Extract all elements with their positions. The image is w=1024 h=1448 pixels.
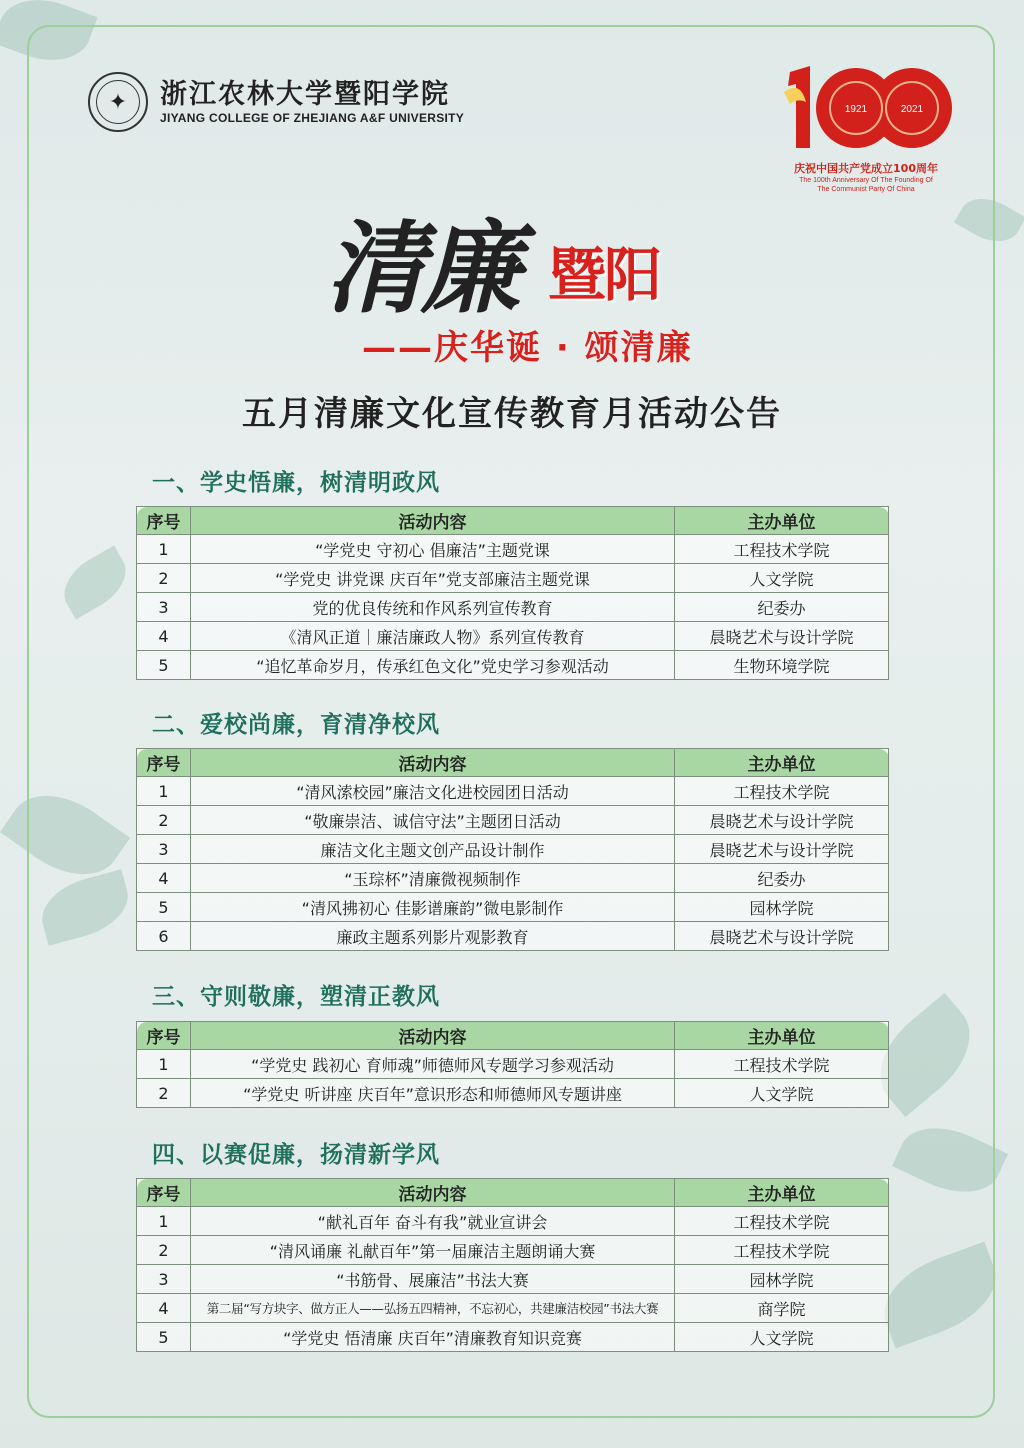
row-no: 3: [137, 1265, 191, 1294]
row-no: 6: [137, 922, 191, 951]
header-organizer: 主办单位: [675, 507, 889, 535]
badge-caption-en-1: The 100th Anniversary Of The Founding Of: [799, 177, 933, 184]
banner-subtitle: ——庆华诞 · 颂清廉: [362, 328, 693, 368]
row-organizer: 工程技术学院: [675, 1207, 889, 1236]
page-title: 五月清廉文化宣传教育月活动公告: [242, 394, 782, 434]
row-no: 4: [137, 1294, 191, 1323]
row-no: 1: [137, 535, 191, 564]
badge-caption-cn: 庆祝中国共产党成立100周年: [794, 162, 938, 175]
activity-table-3: [136, 1021, 889, 1108]
table-row: [137, 564, 889, 593]
row-content: “学党史 听讲座 庆百年”意识形态和师德师风专题讲座: [191, 1079, 675, 1108]
row-no: 2: [137, 1236, 191, 1265]
row-content: “追忆革命岁月，传承红色文化”党史学习参观活动: [191, 651, 675, 680]
header-organizer: 主办单位: [675, 1179, 889, 1207]
activity-table-1: [136, 506, 889, 680]
row-content: “清风溹校园”廉洁文化进校园团日活动: [191, 777, 675, 806]
activity-table-2: [136, 748, 889, 951]
header-content: 活动内容: [191, 507, 675, 535]
header-no: 序号: [137, 1179, 191, 1207]
row-organizer: 工程技术学院: [675, 1236, 889, 1265]
badge-caption-en-2: The Communist Party Of China: [817, 186, 915, 193]
section-heading-2: 二、爱校尚廉，育清净校风: [152, 712, 440, 738]
row-content: “敬廉崇洁、诚信守法”主题团日活动: [191, 806, 675, 835]
header-no: 序号: [137, 1022, 191, 1050]
row-content: “献礼百年 奋斗有我”就业宣讲会: [191, 1207, 675, 1236]
row-no: 3: [137, 593, 191, 622]
table-row: [137, 622, 889, 651]
table-row: [137, 593, 889, 622]
badge-year-end: 2021: [900, 104, 924, 115]
anniversary-100-icon: [780, 62, 952, 158]
table-row: [137, 922, 889, 951]
school-logo: [88, 72, 464, 132]
table-row: [137, 1207, 889, 1236]
table-row: [137, 1294, 889, 1323]
header-organizer: 主办单位: [675, 749, 889, 777]
header-no: 序号: [137, 749, 191, 777]
table-row: [137, 864, 889, 893]
row-content: “清风诵廉 礼献百年”第一届廉洁主题朗诵大赛: [191, 1236, 675, 1265]
section-heading-1: 一、学史悟廉，树清明政风: [152, 470, 440, 496]
table-row: [137, 1323, 889, 1352]
school-name-cn: 浙江农林大学暨阳学院: [160, 79, 450, 110]
table-row: [137, 777, 889, 806]
row-no: 1: [137, 1207, 191, 1236]
row-content: 廉洁文化主题文创产品设计制作: [191, 835, 675, 864]
row-content: “学党史 悟清廉 庆百年”清廉教育知识竞赛: [191, 1323, 675, 1352]
row-content: “学党史 践初心 育师魂”师德师风专题学习参观活动: [191, 1050, 675, 1079]
table-row: [137, 1079, 889, 1108]
row-organizer: 晨晓艺术与设计学院: [675, 806, 889, 835]
table-header-row: [137, 507, 889, 535]
row-no: 1: [137, 1050, 191, 1079]
header-content: 活动内容: [191, 1022, 675, 1050]
anniversary-badge: [780, 62, 960, 197]
table-header-row: [137, 1022, 889, 1050]
table-row: [137, 1050, 889, 1079]
row-content: 第二届“写方块字、做方正人——弘扬五四精神，不忘初心，共建廉洁校园”书法大赛: [191, 1294, 675, 1323]
row-organizer: 商学院: [675, 1294, 889, 1323]
table-row: [137, 651, 889, 680]
table-row: [137, 1236, 889, 1265]
row-no: 2: [137, 806, 191, 835]
row-no: 5: [137, 893, 191, 922]
activity-table-4: [136, 1178, 889, 1352]
table-header-row: [137, 749, 889, 777]
row-no: 2: [137, 1079, 191, 1108]
row-no: 4: [137, 622, 191, 651]
row-organizer: 工程技术学院: [675, 535, 889, 564]
row-content: “学党史 讲党课 庆百年”党支部廉洁主题党课: [191, 564, 675, 593]
header-content: 活动内容: [191, 749, 675, 777]
school-seal-icon: ✦: [88, 72, 148, 132]
table-row: [137, 835, 889, 864]
row-organizer: 园林学院: [675, 893, 889, 922]
row-content: “书筋骨、展廉洁”书法大赛: [191, 1265, 675, 1294]
row-organizer: 晨晓艺术与设计学院: [675, 622, 889, 651]
row-content: 《清风正道｜廉洁廉政人物》系列宣传教育: [191, 622, 675, 651]
row-no: 3: [137, 835, 191, 864]
header-organizer: 主办单位: [675, 1022, 889, 1050]
row-organizer: 园林学院: [675, 1265, 889, 1294]
row-organizer: 人文学院: [675, 1079, 889, 1108]
table-header-row: [137, 1179, 889, 1207]
section-heading-3: 三、守则敬廉，塑清正教风: [152, 984, 440, 1010]
row-no: 5: [137, 1323, 191, 1352]
row-organizer: 纪委办: [675, 593, 889, 622]
banner-qing-lian: 清廉: [325, 209, 517, 327]
table-row: [137, 893, 889, 922]
header-no: 序号: [137, 507, 191, 535]
row-organizer: 生物环境学院: [675, 651, 889, 680]
row-no: 4: [137, 864, 191, 893]
row-no: 5: [137, 651, 191, 680]
row-content: “清风拂初心 佳影谱廉韵”微电影制作: [191, 893, 675, 922]
row-organizer: 晨晓艺术与设计学院: [675, 922, 889, 951]
row-organizer: 工程技术学院: [675, 1050, 889, 1079]
table-row: [137, 535, 889, 564]
row-no: 2: [137, 564, 191, 593]
table-row: [137, 806, 889, 835]
section-heading-4: 四、以赛促廉，扬清新学风: [152, 1142, 440, 1168]
row-organizer: 人文学院: [675, 564, 889, 593]
badge-year-start: 1921: [844, 104, 868, 115]
table-row: [137, 1265, 889, 1294]
row-no: 1: [137, 777, 191, 806]
row-organizer: 工程技术学院: [675, 777, 889, 806]
row-content: 廉政主题系列影片观影教育: [191, 922, 675, 951]
row-content: “玉琮杯”清廉微视频制作: [191, 864, 675, 893]
row-organizer: 人文学院: [675, 1323, 889, 1352]
row-content: “学党史 守初心 倡廉洁”主题党课: [191, 535, 675, 564]
row-organizer: 晨晓艺术与设计学院: [675, 835, 889, 864]
header-content: 活动内容: [191, 1179, 675, 1207]
school-name-en: JIYANG COLLEGE OF ZHEJIANG A&F UNIVERSITY: [160, 111, 465, 125]
banner-jiyang: 暨阳: [548, 241, 661, 309]
row-organizer: 纪委办: [675, 864, 889, 893]
row-content: 党的优良传统和作风系列宣传教育: [191, 593, 675, 622]
